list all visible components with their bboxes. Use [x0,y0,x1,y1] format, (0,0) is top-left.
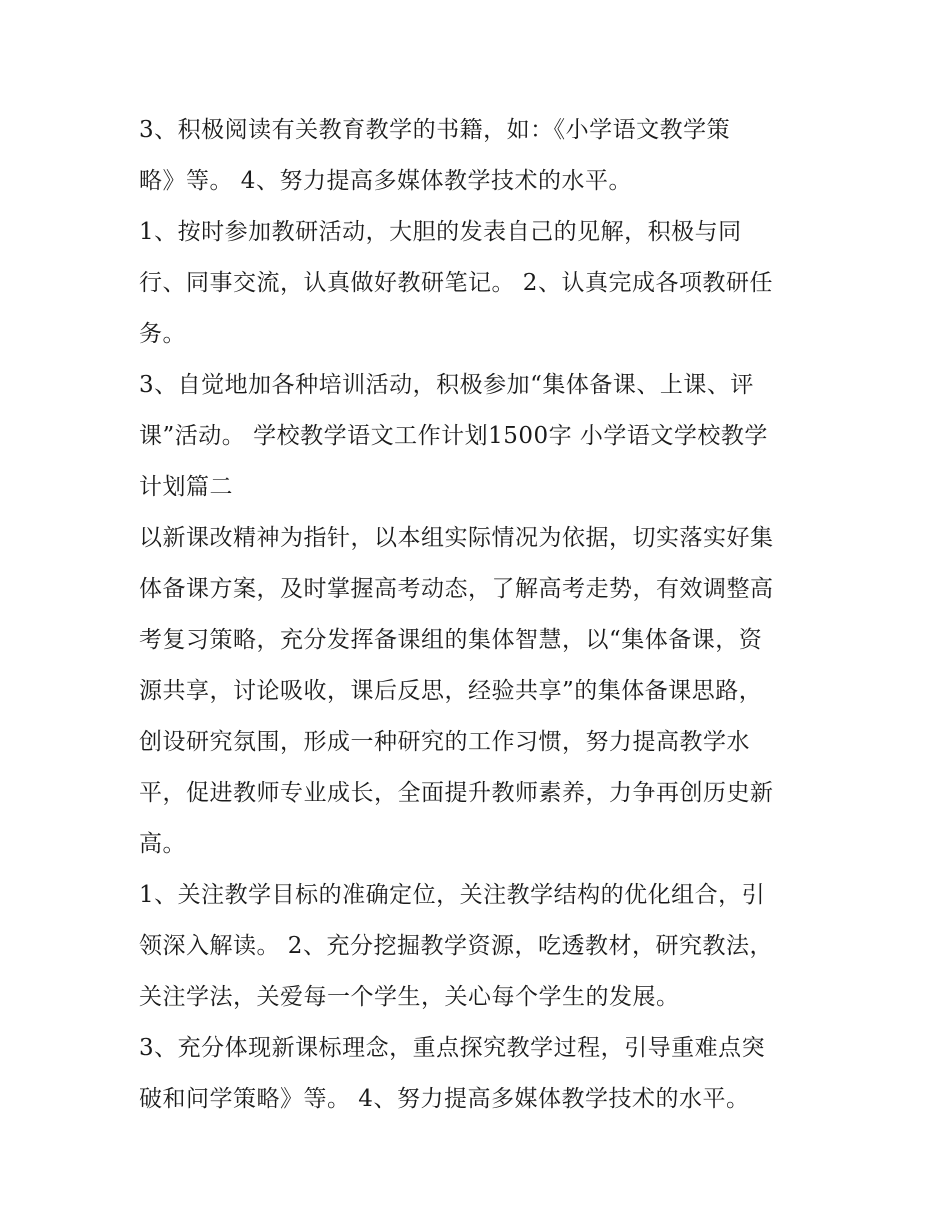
text-line: 3、自觉地加各种培训活动，积极参加“集体备课、上课、评 [139,372,754,398]
paragraph-training-activities [139,364,819,517]
document-body [139,109,819,1129]
text-line: 3、积极阅读有关教育教学的书籍，如：《小学语文教学策 [139,117,731,143]
text-line: 略》等。 4、努力提高多媒体教学技术的水平。 [139,168,632,194]
text-line: 行、同事交流，认真做好教研笔记。 2、认真完成各项教研任 [139,270,773,296]
text-line: 务。 [139,321,186,347]
text-line: 考复习策略，充分发挥备课组的集体智慧，以“集体备课，资 [139,627,763,653]
text-line: 1、按时参加教研活动，大胆的发表自己的见解，积极与同 [139,219,742,245]
text-line: 3、充分体现新课标理念，重点探究教学过程，引导重难点突 [139,1035,766,1061]
paragraph-reading-books [139,109,819,211]
text-line: 领深入解读。 2、充分挖掘教学资源，吃透教材，研究教法， [139,933,773,959]
text-line: 1、关注教学目标的准确定位，关注教学结构的优化组合，引 [139,882,766,908]
paragraph-new-curriculum [139,1027,819,1129]
paragraph-teaching-research [139,211,819,364]
text-line: 平，促进教师专业成长，全面提升教师素养，力争再创历史新 [139,780,774,806]
text-line: 关注学法，关爱每一个学生，关心每个学生的发展。 [139,984,680,1010]
text-line: 源共享，讨论吸收，课后反思，经验共享”的集体备课思路， [139,678,763,704]
text-line: 高。 [139,831,186,857]
text-line: 以新课改精神为指针，以本组实际情况为依据，切实落实好集 [139,525,774,551]
section-title-line: 计划篇二 [139,474,233,500]
text-line: 创设研究氛围，形成一种研究的工作习惯，努力提高教学水 [139,729,750,755]
text-line: 体备课方案，及时掌握高考动态，了解高考走势，有效调整高 [139,576,774,602]
text-line: 课”活动。 学校教学语文工作计划1500字 小学语文学校教学 [139,423,768,449]
paragraph-guiding-principle [139,517,819,874]
text-line: 破和问学策略》等。 4、努力提高多媒体教学技术的水平。 [139,1086,750,1112]
paragraph-teaching-goals [139,874,819,1027]
